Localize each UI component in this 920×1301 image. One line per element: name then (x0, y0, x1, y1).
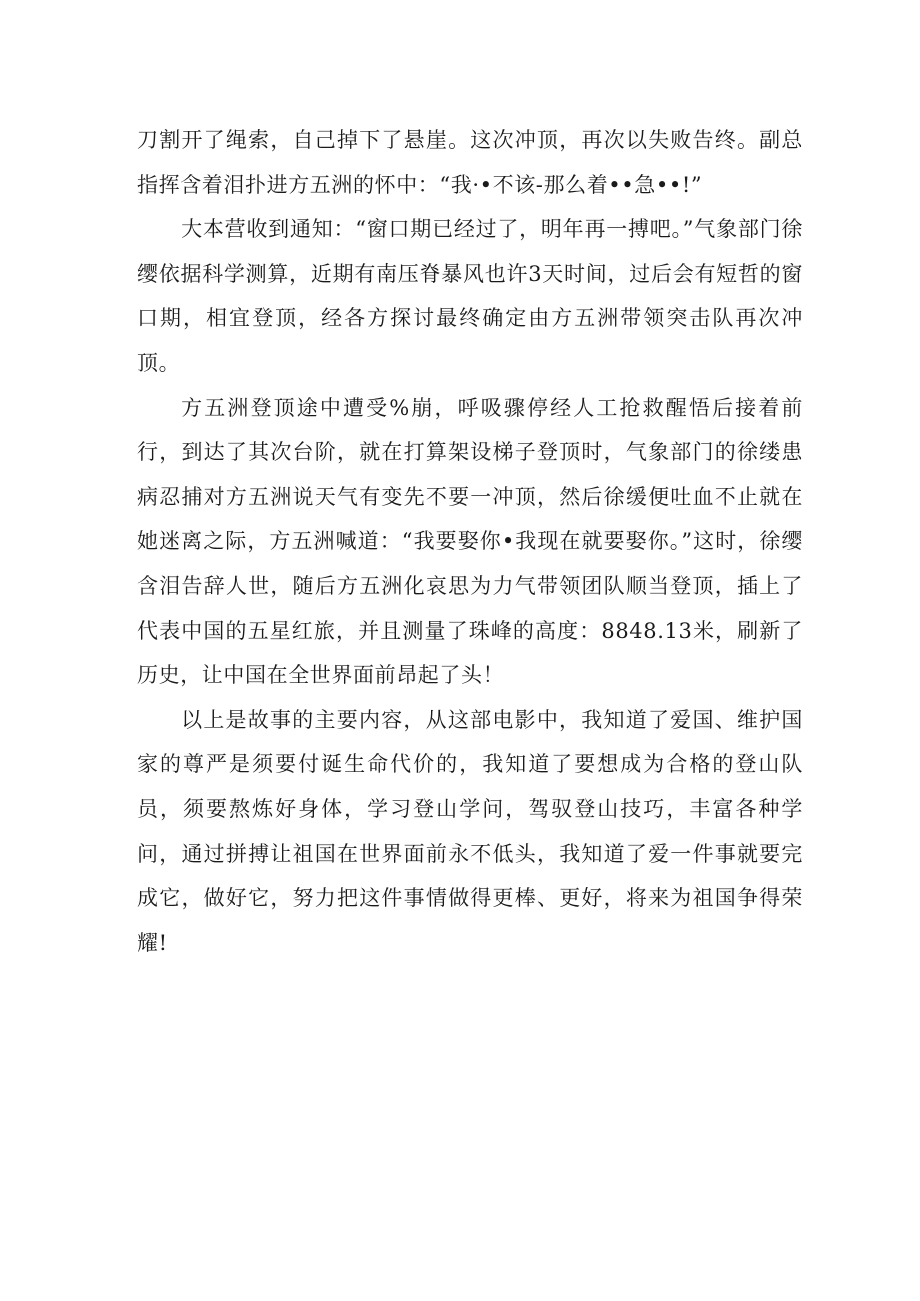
paragraph-4: 以上是故事的主要内容，从这部电影中，我知道了爱国、维护国家的尊严是须要付诞生命代价的，我知道了要想成为合格的登山队员，须要熬炼好身体，学习登山学问，驾驭登山技巧，丰富各种学问，通过拼搏让祖国在世界面前永不低头，我知道了爱一件事就要完成它，做好它，努力把这件事情做得更棒、更好，将来为祖国争得荣耀! (137, 707, 803, 955)
paragraph-2: 大本营收到通知：“窗口期已经过了，明年再一搏吧。”气象部门徐缨依据科学测算，近期有南压脊暴风也许3天时间，过后会有短哲的窗口期，相宜登顶，经各方探讨最终确定由方五洲带领突击队再次冲顶。 (137, 217, 803, 375)
paragraph-1: 刀割开了绳索，自己掉下了悬崖。这次冲顶，再次以失败告终。副总指挥含着泪扑进方五洲的怀中：“我·•不该-那么着••急••!” (137, 128, 803, 197)
document-body (137, 118, 803, 965)
paragraph-3: 方五洲登顶途中遭受%崩，呼吸骤停经人工抢救醒悟后接着前行，到达了其次台阶，就在打算架设梯子登顶时，气象部门的徐缕患病忍捕对方五洲说天气有变先不要一冲顶，然后徐缓便吐血不止就在她迷离之际，方五洲喊道：“我要娶你•我现在就要娶你。”这时，徐缨含泪告辞人世，随后方五洲化哀思为力气带领团队顺当登顶，插上了代表中国的五星红旅，并且测量了珠峰的高度：8848.13米，刷新了历史，让中国在全世界面前昂起了头！ (137, 395, 803, 688)
